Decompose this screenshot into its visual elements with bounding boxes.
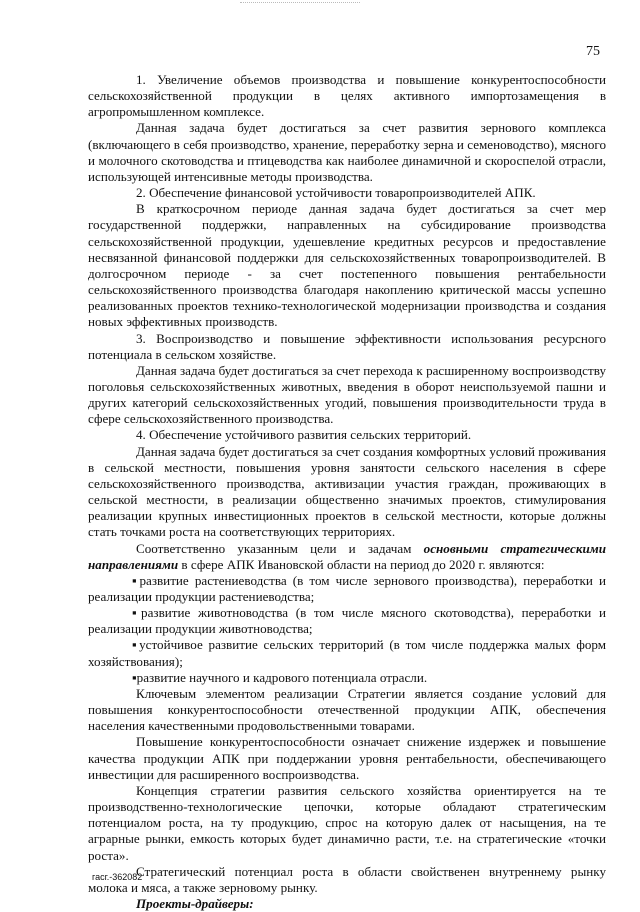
projects-heading: Проекты-драйверы: — [136, 895, 254, 911]
paragraph: Концепция стратегии развития сельского хозяйства ориентируется на те производственно-технологические цепочки, которые обладают стратегическим потенциалом роста, на ту продукцию, спрос на которую далек от насыщения, на те аграрные рынки, емкость которых будет динамично расти, т.е. на стратегические «точки роста». — [88, 782, 606, 863]
bullet-item: ▪развитие научного и кадрового потенциала отрасли. — [132, 669, 428, 685]
document-body — [88, 72, 606, 912]
paragraph: Данная задача будет достигаться за счет создания комфортных условий проживания в сельской местности, повышения уровня занятости сельского населения в сфере сельскохозяйственного производства, активизации участия граждан, проживающих в сельской местности, в реализации общественно значимых проектов, стимулирования реализации крупных инвестиционных проектов в сельской местности, которые должны стать точками роста на соответствующих территориях. — [88, 443, 606, 540]
paragraph: Повышение конкурентоспособности означает снижение издержек и повышение качества продукции АПК при поддержании уровня рентабельности, обеспечивающего инвестиции для расширенного воспроизводства. — [88, 734, 606, 782]
page-number: 75 — [586, 44, 600, 59]
paragraph: Стратегический потенциал роста в области свойственен внутреннему рынку молока и мяса, а также зерновому рынку. — [88, 863, 606, 895]
paragraph: Данная задача будет достигаться за счет развития зернового комплекса (включающего в себя производство, хранение, переработку зерна и семеноводство), мясного и молочного скотоводства и птицеводства как наиболее динамичной и скороспелой отрасли, использующей интенсивные методы производства. — [88, 120, 606, 184]
paragraph: Ключевым элементом реализации Стратегии является создание условий для повышения конкурентоспособности отечественной продукции АПК, обеспечения населения качественными продовольственными товарами. — [88, 685, 606, 734]
directions-intro-after: в сфере АПК Ивановской области на период до 2020 г. являются: — [178, 556, 545, 572]
bullet-item: ▪развитие растениеводства (в том числе зернового производства), переработки и реализации продукции растениеводства; — [88, 572, 606, 604]
directions-intro-emphasis: основными стратегическими направлениями — [88, 540, 606, 572]
bullet-item: ▪развитие животноводства (в том числе мясного скотоводства), переработки и реализации продукции животноводства; — [88, 605, 606, 637]
directions-intro — [88, 541, 606, 573]
paragraph: Данная задача будет достигаться за счет перехода к расширенному воспроизводству поголовья сельскохозяйственных животных, введения в оборот неиспользуемой пашни и других категорий сельскохозяйственных угодий, повышения производительности труда в сфере сельскохозяйственного производства. — [88, 362, 606, 427]
scan-artifact — [240, 2, 360, 6]
paragraph: 4. Обеспечение устойчивого развития сельских территорий. — [136, 427, 472, 443]
paragraph: 3. Воспроизводство и повышение эффективности использования ресурсного потенциала в сельском хозяйстве. — [88, 330, 606, 362]
paragraph: 1. Увеличение объемов производства и повышение конкурентоспособности сельскохозяйственной продукции в целях активного импортозамещения в агропромышленном комплексе. — [88, 72, 606, 120]
paragraph: В краткосрочном периоде данная задача будет достигаться за счет мер государственной поддержки, направленных на субсидирование производства сельскохозяйственной продукции, удешевление кредитных ресурсов и предоставление несвязанной финансовой поддержки для сельскохозяйственных товаропроизводителей. В долгосрочном периоде - за счет постепенного повышения рентабельности сельскохозяйственного производства благодаря накоплению критической массы успешно реализованных проектов технико-технологической модернизации производства и создания новых эффективных производств. — [88, 201, 606, 330]
paragraph: 2. Обеспечение финансовой устойчивости товаропроизводителей АПК. — [136, 185, 536, 201]
directions-intro-before: Соответственно указанным цели и задачам — [136, 540, 424, 556]
footer-code: гасг.-362082 — [92, 872, 143, 882]
bullet-item: ▪устойчивое развитие сельских территорий (в том числе поддержка малых форм хозяйствования); — [88, 637, 606, 669]
